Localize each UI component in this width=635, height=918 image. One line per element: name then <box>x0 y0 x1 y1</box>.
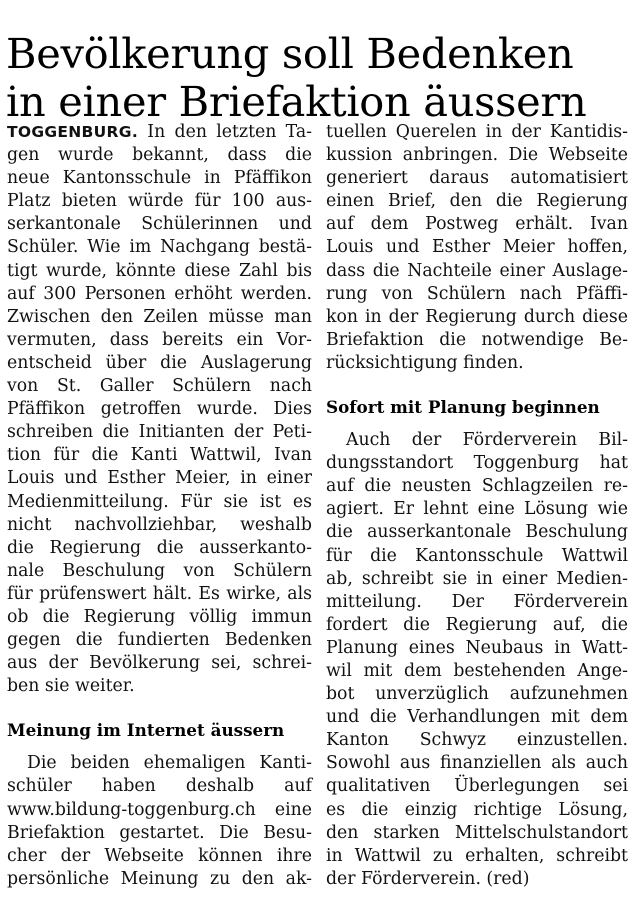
body-line: auf 300 Personen erhöht werden. <box>7 283 312 304</box>
body-line: Planung eines Neubaus in Watt- <box>326 637 628 658</box>
headline-line: in einer Briefaktion äussern <box>6 76 587 126</box>
body-line: Die beiden ehemaligen Kanti- <box>27 753 312 774</box>
body-line: Medienmitteilung. Für sie ist es <box>7 491 312 512</box>
body-line: der Förderverein. (red) <box>326 868 530 889</box>
body-line: nicht nachvollziehbar, weshalb <box>7 514 312 535</box>
body-line: die Regierung die ausserkanto- <box>7 537 312 558</box>
body-line: für die Kantonsschule Wattwil <box>326 545 628 566</box>
body-line: agiert. Er lehnt eine Lösung wie <box>326 499 628 520</box>
body-line: in Wattwil zu erhalten, schreibt <box>326 845 628 866</box>
body-line: vermuten, dass bereits ein Vor- <box>7 329 312 350</box>
body-line: mitteilung. Der Förderverein <box>326 591 628 612</box>
body-line: und die Verhandlungen mit dem <box>326 707 628 728</box>
body-line: rücksichtigung finden. <box>326 352 524 373</box>
body-line: auf die neusten Schlagzeilen re- <box>326 476 628 497</box>
body-line: kon in der Regierung durch diese <box>326 306 628 327</box>
body-line: Sowohl aus finanziellen als auch <box>326 753 628 774</box>
body-line: Pfäffikon getroffen wurde. Dies <box>7 399 312 420</box>
body-line: qualitativen Überlegungen sei <box>326 776 628 797</box>
body-line: gegen die fundierten Bedenken <box>7 630 312 651</box>
body-line: bot unverzüglich aufzunehmen <box>326 684 628 705</box>
spacer <box>326 375 628 396</box>
body-line: den starken Mittelschulstandort <box>326 822 628 843</box>
headline <box>6 30 631 126</box>
body-line: wil mit dem bestehenden Ange- <box>326 660 628 681</box>
body-line: aus der Bevölkerung sei, schrei- <box>7 653 312 674</box>
body-line: Louis und Esther Meier hoffen, <box>326 237 628 258</box>
headline-line: Bevölkerung soll Bedenken <box>6 28 574 78</box>
spacer <box>7 698 312 719</box>
body-line: einen Brief, den die Regierung <box>326 191 628 212</box>
body-line: neue Kantonsschule in Pfäffikon <box>7 168 312 189</box>
body-line: die ausserkantonale Beschulung <box>326 522 628 543</box>
body-line: ab, schreibt sie in einer Medien- <box>326 568 628 589</box>
body-line: auf dem Postweg erhält. Ivan <box>326 214 628 235</box>
subheading: Sofort mit Planung beginnen <box>326 397 600 418</box>
spacer <box>7 742 312 752</box>
body-line: entscheid über die Auslagerung <box>7 352 312 373</box>
right-column <box>326 121 628 891</box>
body-line: rung von Schülern nach Pfäffi- <box>326 283 628 304</box>
body-line: Briefaktion gestartet. Die Besu- <box>7 822 312 843</box>
body-line: nale Beschulung von Schülern <box>7 560 312 581</box>
body-line: kussion anbringen. Die Webseite <box>326 145 628 166</box>
body-line: Briefaktion die notwendige Be- <box>326 329 628 350</box>
body-line: tion für die Kanti Wattwil, Ivan <box>7 445 312 466</box>
spacer <box>326 419 628 429</box>
body-line: dungsstandort Toggenburg hat <box>326 453 628 474</box>
body-line: für prüfenswert hält. Es wirke, als <box>7 583 312 604</box>
body-line: Zwischen den Zeilen müsse man <box>7 306 312 327</box>
body-line: tigt wurde, könnte diese Zahl bis <box>7 260 312 281</box>
body-line: gen wurde bekannt, dass die <box>7 145 312 166</box>
body-line: es die einzig richtige Lösung, <box>326 799 628 820</box>
body-line: cher der Webseite können ihre <box>7 845 312 866</box>
body-line: fordert die Regierung auf, die <box>326 614 628 635</box>
dateline: TOGGENBURG. <box>7 123 139 141</box>
body-line: Louis und Esther Meier, in einer <box>7 468 312 489</box>
body-line: persönliche Meinung zu den ak- <box>7 868 312 889</box>
body-line: tuellen Querelen in der Kantidis- <box>326 122 628 142</box>
subheading: Meinung im Internet äussern <box>7 720 285 741</box>
body-line: Kanton Schwyz einzustellen. <box>326 730 628 751</box>
body-line: von St. Galler Schülern nach <box>7 376 312 397</box>
body-line: Schüler. Wie im Nachgang bestä- <box>7 237 312 258</box>
body-line: generiert daraus automatisiert <box>326 168 628 189</box>
body-text: In den letzten Ta- <box>138 122 312 142</box>
body-line: ob die Regierung völlig immun <box>7 606 312 627</box>
body-line: Auch der Förderverein Bil- <box>346 430 628 451</box>
body-line: serkantonale Schülerinnen und <box>7 214 312 235</box>
body-line: schüler haben deshalb auf <box>7 776 312 797</box>
left-column <box>7 121 312 891</box>
body-line: www.bildung-toggenburg.ch eine <box>7 799 312 820</box>
body-line: ben sie weiter. <box>7 676 135 697</box>
body-line: schreiben die Initianten der Peti- <box>7 422 312 443</box>
body-line: dass die Nachteile einer Auslage- <box>326 260 628 281</box>
body-line: Platz bieten würde für 100 aus- <box>7 191 312 212</box>
body-line <box>7 121 312 144</box>
